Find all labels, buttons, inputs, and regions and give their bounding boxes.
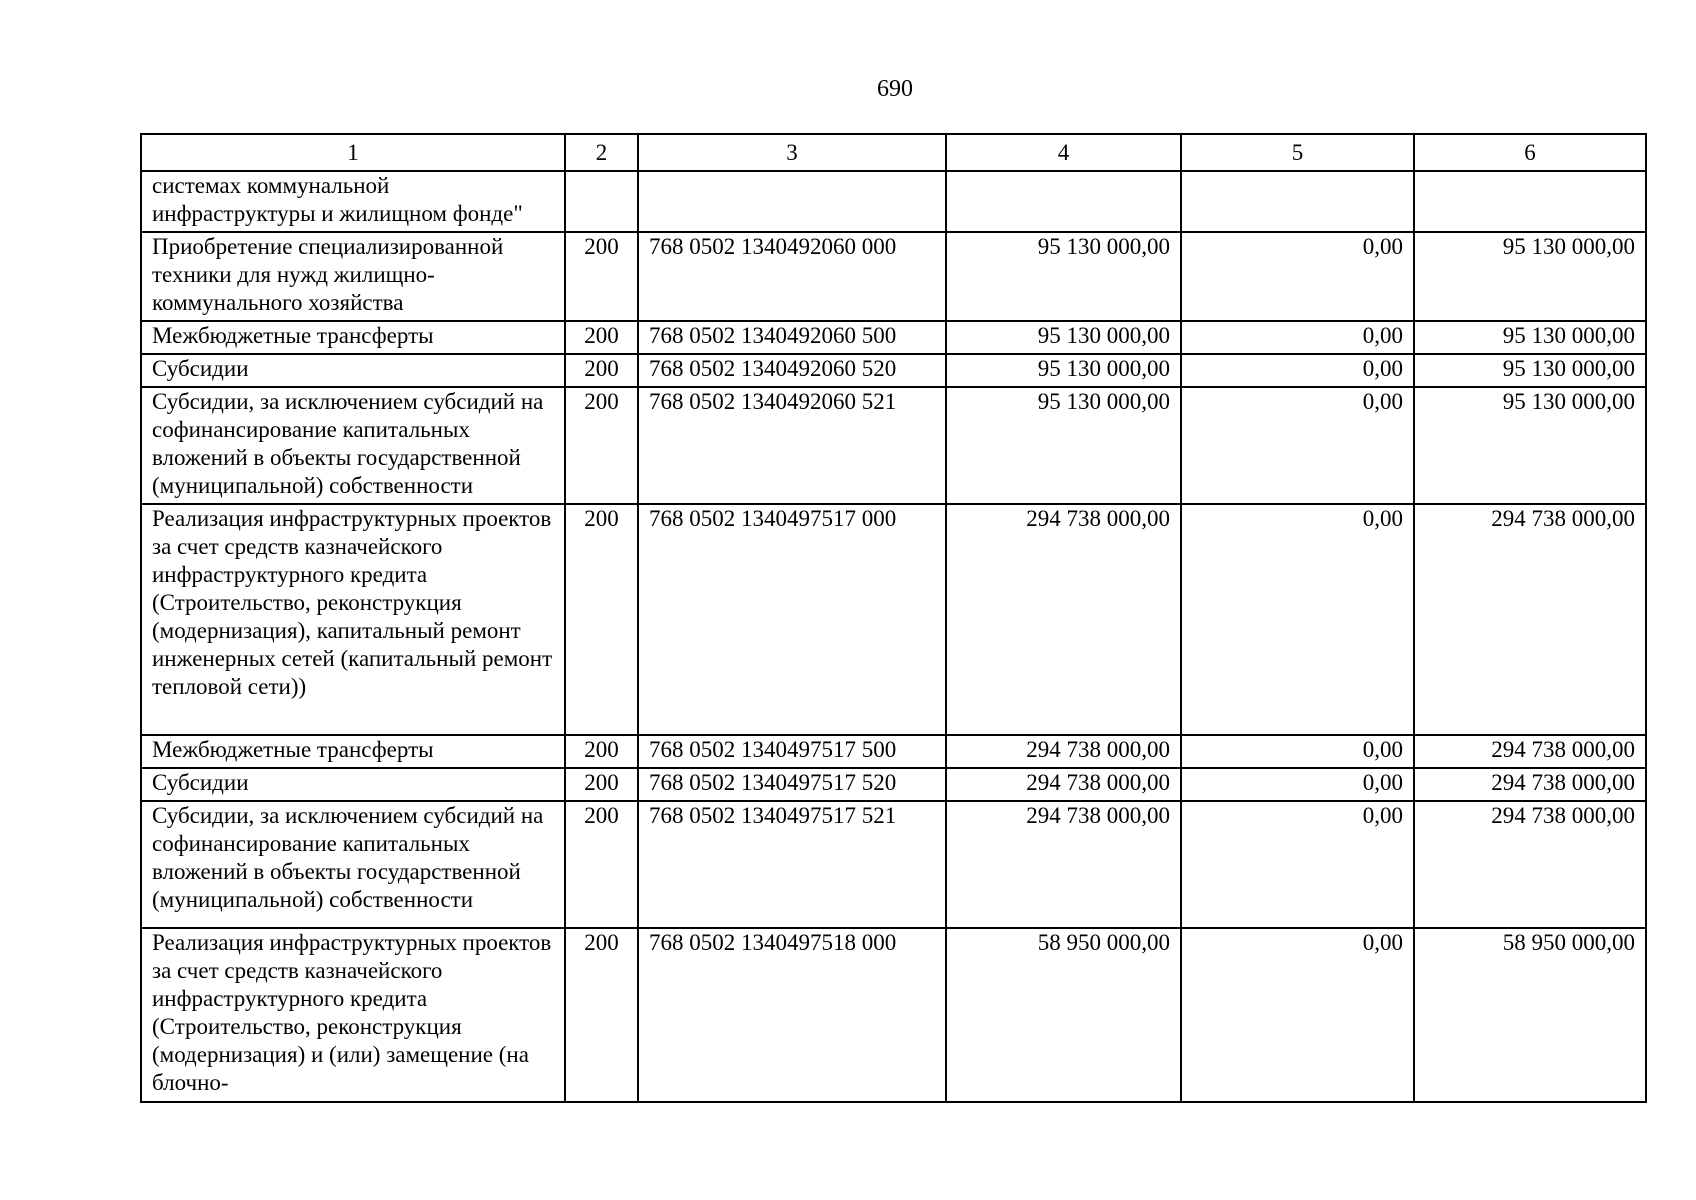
table-row — [141, 387, 1646, 504]
row-value-4: 95 130 000,00 — [946, 387, 1181, 504]
row-value-5 — [1181, 171, 1414, 232]
row-value-6: 95 130 000,00 — [1414, 387, 1646, 504]
row-name: Межбюджетные трансферты — [141, 735, 565, 768]
row-budget-code: 768 0502 1340492060 500 — [638, 321, 946, 354]
row-budget-code: 768 0502 1340492060 000 — [638, 232, 946, 321]
row-value-5: 0,00 — [1181, 768, 1414, 801]
row-name: Субсидии — [141, 354, 565, 387]
row-admin-code: 200 — [565, 768, 638, 801]
column-header-6: 6 — [1414, 134, 1646, 171]
row-value-5: 0,00 — [1181, 928, 1414, 1102]
row-name: Субсидии — [141, 768, 565, 801]
row-name: Реализация инфраструктурных проектов за счет средств казначейского инфраструктурного кредита (Строительство, реконструкция (модернизация) и (или) замещение (на блочно- — [141, 928, 565, 1102]
row-name: Межбюджетные трансферты — [141, 321, 565, 354]
row-name: Реализация инфраструктурных проектов за счет средств казначейского инфраструктурного кредита (Строительство, реконструкция (модернизация), капитальный ремонт инженерных сетей (капитальный ремонт тепловой сети)) — [141, 504, 565, 735]
table-row — [141, 768, 1646, 801]
row-admin-code: 200 — [565, 387, 638, 504]
table-row — [141, 354, 1646, 387]
row-value-5: 0,00 — [1181, 801, 1414, 928]
row-admin-code: 200 — [565, 504, 638, 735]
row-name: системах коммунальной инфраструктуры и жилищном фонде" — [141, 171, 565, 232]
row-value-4: 294 738 000,00 — [946, 504, 1181, 735]
row-value-4: 58 950 000,00 — [946, 928, 1181, 1102]
column-header-2: 2 — [565, 134, 638, 171]
row-admin-code — [565, 171, 638, 232]
row-value-5: 0,00 — [1181, 735, 1414, 768]
row-budget-code: 768 0502 1340497517 521 — [638, 801, 946, 928]
row-value-6: 294 738 000,00 — [1414, 735, 1646, 768]
row-value-6: 95 130 000,00 — [1414, 232, 1646, 321]
row-value-6: 294 738 000,00 — [1414, 801, 1646, 928]
row-value-4 — [946, 171, 1181, 232]
budget-table — [140, 133, 1647, 1103]
page-number: 690 — [877, 76, 913, 102]
row-budget-code: 768 0502 1340497517 500 — [638, 735, 946, 768]
row-value-4: 95 130 000,00 — [946, 321, 1181, 354]
row-value-4: 294 738 000,00 — [946, 801, 1181, 928]
table-row — [141, 504, 1646, 735]
row-budget-code: 768 0502 1340497517 520 — [638, 768, 946, 801]
row-name: Субсидии, за исключением субсидий на софинансирование капитальных вложений в объекты государственной (муниципальной) собственности — [141, 387, 565, 504]
row-admin-code: 200 — [565, 354, 638, 387]
row-budget-code — [638, 171, 946, 232]
row-budget-code: 768 0502 1340497518 000 — [638, 928, 946, 1102]
row-value-5: 0,00 — [1181, 504, 1414, 735]
row-admin-code: 200 — [565, 232, 638, 321]
row-value-4: 294 738 000,00 — [946, 735, 1181, 768]
row-value-6: 294 738 000,00 — [1414, 768, 1646, 801]
row-value-5: 0,00 — [1181, 387, 1414, 504]
row-value-5: 0,00 — [1181, 232, 1414, 321]
row-value-5: 0,00 — [1181, 354, 1414, 387]
row-budget-code: 768 0502 1340492060 521 — [638, 387, 946, 504]
row-budget-code: 768 0502 1340497517 000 — [638, 504, 946, 735]
row-admin-code: 200 — [565, 928, 638, 1102]
row-admin-code: 200 — [565, 801, 638, 928]
table-row — [141, 171, 1646, 232]
row-value-4: 294 738 000,00 — [946, 768, 1181, 801]
row-value-5: 0,00 — [1181, 321, 1414, 354]
column-header-5: 5 — [1181, 134, 1414, 171]
row-admin-code: 200 — [565, 735, 638, 768]
row-value-6: 58 950 000,00 — [1414, 928, 1646, 1102]
row-name: Субсидии, за исключением субсидий на софинансирование капитальных вложений в объекты государственной (муниципальной) собственности — [141, 801, 565, 928]
table-row — [141, 928, 1646, 1102]
table-row — [141, 801, 1646, 928]
row-value-4: 95 130 000,00 — [946, 354, 1181, 387]
row-value-6: 95 130 000,00 — [1414, 354, 1646, 387]
row-value-6: 95 130 000,00 — [1414, 321, 1646, 354]
column-header-1: 1 — [141, 134, 565, 171]
row-admin-code: 200 — [565, 321, 638, 354]
row-budget-code: 768 0502 1340492060 520 — [638, 354, 946, 387]
row-name: Приобретение специализированной техники для нужд жилищно-коммунального хозяйства — [141, 232, 565, 321]
table-row — [141, 735, 1646, 768]
column-header-3: 3 — [638, 134, 946, 171]
header-row — [141, 134, 1646, 171]
row-value-6 — [1414, 171, 1646, 232]
row-value-6: 294 738 000,00 — [1414, 504, 1646, 735]
table-row — [141, 321, 1646, 354]
row-value-4: 95 130 000,00 — [946, 232, 1181, 321]
table-row — [141, 232, 1646, 321]
column-header-4: 4 — [946, 134, 1181, 171]
